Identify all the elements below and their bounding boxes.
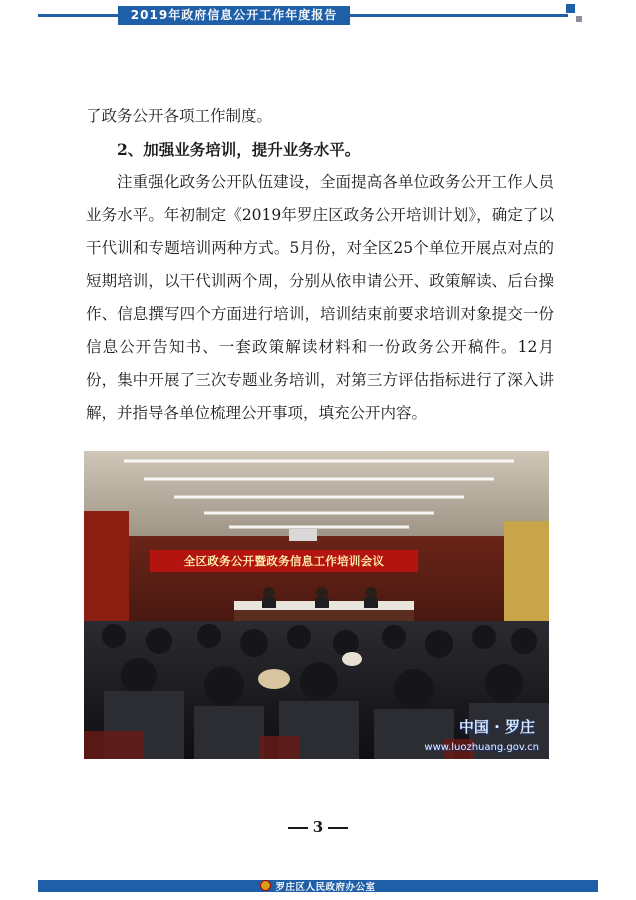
report-title-banner: 2019年政府信息公开工作年度报告 [118, 6, 350, 25]
section-heading: 2、加强业务培训，提升业务水平。 [117, 140, 361, 159]
paragraph-continuation: 了政务公开各项工作制度。 [86, 107, 273, 125]
page-number [0, 818, 636, 836]
corner-decoration [566, 4, 575, 13]
body-text [86, 100, 554, 430]
page-number-dash-right [328, 827, 348, 829]
emblem-icon [260, 880, 271, 891]
meeting-photo-illustration [84, 451, 549, 759]
footer-org [38, 880, 598, 892]
footer-bar [38, 880, 598, 892]
meeting-photo [84, 451, 549, 759]
footer-org-name: 罗庄区人民政府办公室 [275, 882, 376, 893]
corner-decoration-small [576, 16, 582, 22]
watermark-url: www.luozhuang.gov.cn [424, 742, 539, 753]
paragraph-training: 注重强化政务公开队伍建设，全面提高各单位政务公开工作人员业务水平。年初制定《2019年罗庄区政务公开培训计划》，确定了以干代训和专题培训两种方式。5月份，对全区25个单位开展点对点的短期培训，以干代训两个周，分别从依申请公开、政策解读、后台操作、信息撰写四个方面进行培训，培训结束前要求培训对象提交一份信息公开告知书、一套政策解读材料和一份政务公开稿件。12月份，集中开展了三次专题业务培训，对第三方评估指标进行了深入讲解，并指导各单位梳理公开事项，填充公开内容。 [86, 173, 554, 422]
page-number-value: 3 [312, 818, 324, 836]
watermark-site-name: 中国 · 罗庄 [458, 718, 535, 736]
page-number-dash-left [288, 827, 308, 829]
meeting-banner-text: 全区政务公开暨政务信息工作培训会议 [183, 554, 385, 568]
